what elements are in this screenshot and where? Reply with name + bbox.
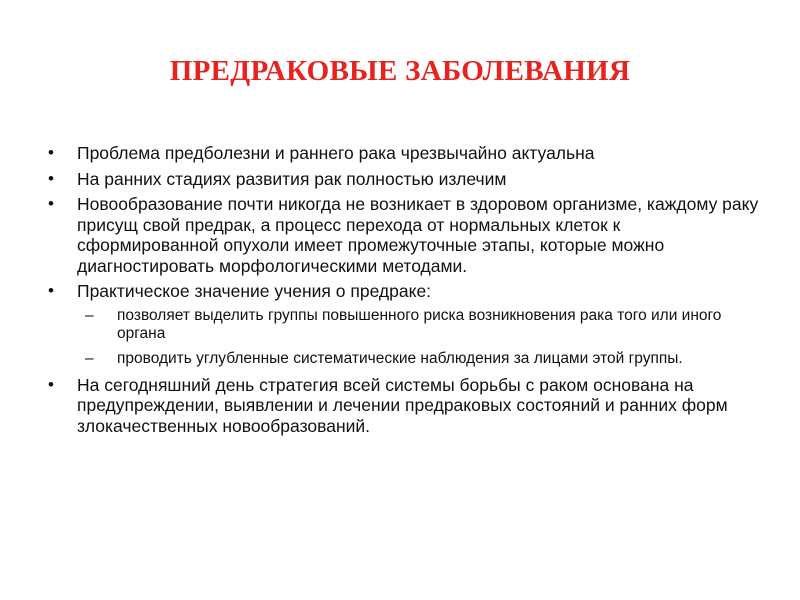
dash-icon: – — [85, 349, 94, 367]
bullet-item — [45, 143, 765, 164]
sub-item-text: проводить углубленные систематические наблюдения за лицами этой группы. — [117, 349, 683, 367]
bullet-list — [45, 143, 765, 441]
bullet-icon: • — [48, 281, 54, 300]
sub-item — [45, 307, 765, 343]
bullet-item — [45, 169, 765, 190]
sub-item-text: позволяет выделить группы повышенного риска возникновения рака того или иного органа — [117, 306, 722, 342]
bullet-icon: • — [48, 168, 54, 188]
bullet-text: Практическое значение учения о предраке: — [77, 281, 432, 301]
bullet-text: Проблема предболезни и раннего рака чрезвычайно актуальна — [77, 143, 595, 163]
bullet-icon: • — [48, 374, 54, 394]
bullet-text: На ранних стадиях развития рак полностью излечим — [77, 168, 507, 189]
dash-icon: – — [85, 306, 94, 324]
sub-item — [45, 350, 765, 368]
bullet-item — [45, 375, 765, 437]
slide-title: ПРЕДРАКОВЫЕ ЗАБОЛЕВАНИЯ — [169, 55, 631, 87]
bullet-item — [45, 194, 765, 276]
bullet-icon: • — [48, 194, 54, 213]
bullet-item — [45, 281, 765, 302]
bullet-text: На сегодняшний день стратегия всей системы борьбы с раком основана на предупреждении, выявлении и лечении предраковых состояний и ранних форм злокачественных новообразований. — [77, 374, 728, 436]
bullet-text: Новообразование почти никогда не возникает в здоровом организме, каждому раку присущ свой предрак, а процесс перехода от нормальных клеток к сформированной опухоли имеет промежуточные этапы, которые можно диагностировать морфологическими методами. — [77, 194, 759, 276]
bullet-icon: • — [48, 143, 54, 162]
